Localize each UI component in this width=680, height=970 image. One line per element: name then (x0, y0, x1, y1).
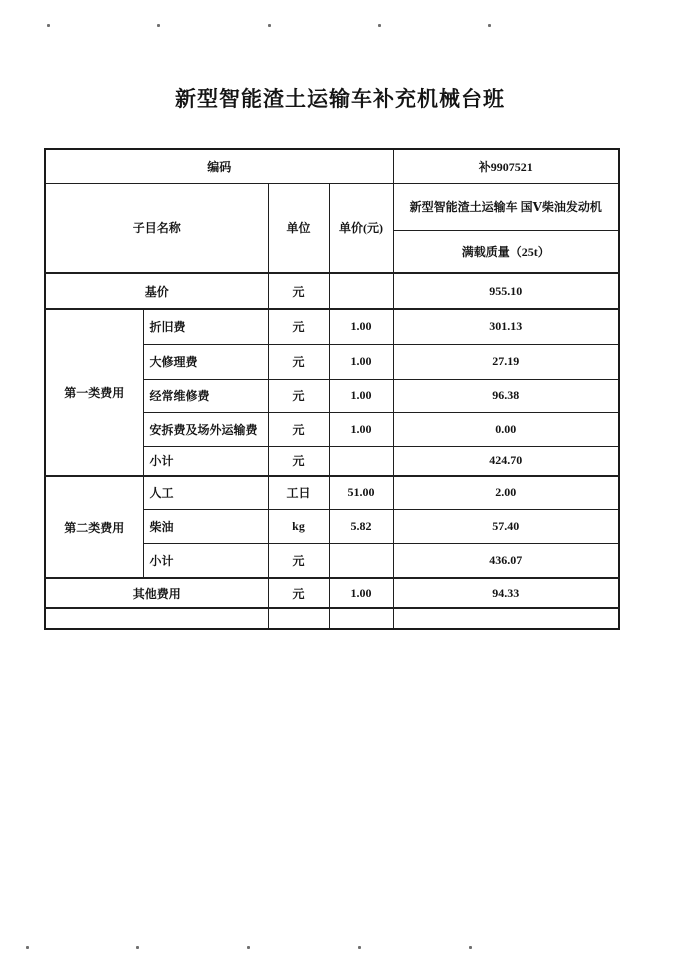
item-name-cell: 大修理费 (143, 344, 268, 379)
item-unit-cell: 元 (268, 412, 329, 446)
item-value-cell: 301.13 (393, 309, 619, 344)
scan-dot (26, 946, 29, 949)
table-row (45, 309, 619, 344)
item-price-cell: 1.00 (329, 379, 393, 412)
item-value-cell: 424.70 (393, 446, 619, 476)
item-name-cell (45, 608, 268, 629)
scan-dot (469, 946, 472, 949)
item-unit-cell: 元 (268, 273, 329, 309)
code-row (45, 149, 619, 183)
item-name-cell: 经常维修费 (143, 379, 268, 412)
item-price-cell: 51.00 (329, 476, 393, 509)
item-value-cell (393, 608, 619, 629)
item-name-cell: 人工 (143, 476, 268, 509)
scan-dot (268, 24, 271, 27)
code-label-cell: 编码 (45, 149, 393, 183)
header-row-1 (45, 183, 619, 230)
header-machine-cell: 新型智能渣土运输车 国Ⅴ柴油发动机 (393, 183, 619, 230)
item-unit-cell (268, 608, 329, 629)
scan-dot (47, 24, 50, 27)
item-unit-cell: 元 (268, 543, 329, 578)
item-name-cell: 安拆费及场外运输费 (143, 412, 268, 446)
item-name-cell: 小计 (143, 543, 268, 578)
item-unit-cell: 元 (268, 379, 329, 412)
group-cell-category2: 第二类费用 (45, 476, 143, 578)
item-value-cell: 955.10 (393, 273, 619, 309)
item-value-cell: 2.00 (393, 476, 619, 509)
item-price-cell: 5.82 (329, 509, 393, 543)
header-capacity-cell: 满载质量（25t） (393, 230, 619, 273)
scan-dot (157, 24, 160, 27)
item-unit-cell: 元 (268, 446, 329, 476)
header-price-cell: 单价(元) (329, 183, 393, 273)
scan-dot (136, 946, 139, 949)
item-value-cell: 96.38 (393, 379, 619, 412)
item-unit-cell: 工日 (268, 476, 329, 509)
table-row (45, 273, 619, 309)
scan-dot (378, 24, 381, 27)
code-value-cell: 补9907521 (393, 149, 619, 183)
page-title: 新型智能渣土运输车补充机械台班 (175, 87, 505, 111)
item-value-cell: 27.19 (393, 344, 619, 379)
item-price-cell: 1.00 (329, 412, 393, 446)
item-unit-cell: kg (268, 509, 329, 543)
item-price-cell (329, 446, 393, 476)
table-row (45, 476, 619, 509)
item-name-cell: 其他费用 (45, 578, 268, 608)
item-unit-cell: 元 (268, 344, 329, 379)
item-name-cell: 柴油 (143, 509, 268, 543)
item-price-cell (329, 608, 393, 629)
header-unit-cell: 单位 (268, 183, 329, 273)
item-name-cell: 基价 (45, 273, 268, 309)
scan-dot (358, 946, 361, 949)
item-unit-cell: 元 (268, 309, 329, 344)
item-name-cell: 小计 (143, 446, 268, 476)
item-value-cell: 436.07 (393, 543, 619, 578)
item-price-cell: 1.00 (329, 578, 393, 608)
group-cell-category1: 第一类费用 (45, 309, 143, 476)
scan-dot (247, 946, 250, 949)
header-name-cell: 子目名称 (45, 183, 268, 273)
item-price-cell (329, 273, 393, 309)
item-value-cell: 0.00 (393, 412, 619, 446)
item-unit-cell: 元 (268, 578, 329, 608)
item-price-cell: 1.00 (329, 344, 393, 379)
table-row (45, 578, 619, 608)
item-price-cell (329, 543, 393, 578)
item-name-cell: 折旧费 (143, 309, 268, 344)
scan-dot (488, 24, 491, 27)
cost-table (44, 148, 620, 630)
item-value-cell: 57.40 (393, 509, 619, 543)
item-price-cell: 1.00 (329, 309, 393, 344)
empty-row (45, 608, 619, 629)
item-value-cell: 94.33 (393, 578, 619, 608)
